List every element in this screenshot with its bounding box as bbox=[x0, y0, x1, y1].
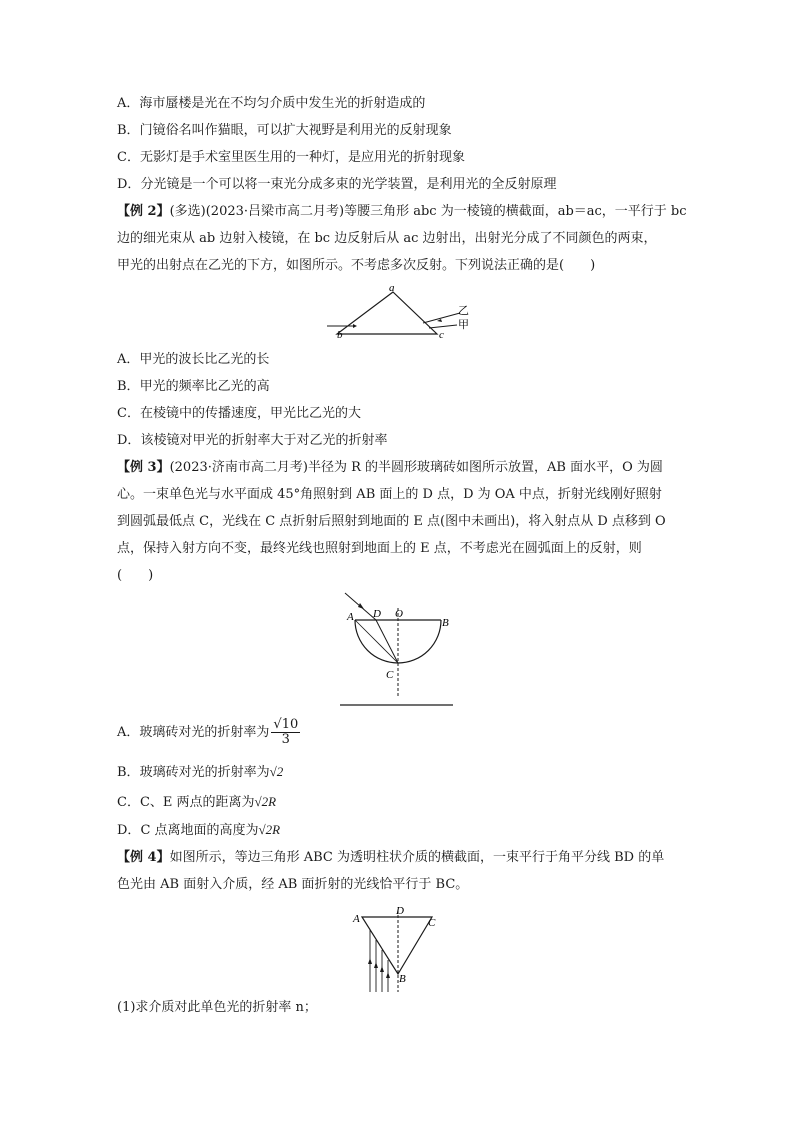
fraction-numerator: √10 bbox=[273, 717, 299, 732]
semicircle-arc bbox=[355, 620, 441, 663]
ex4-line-1 bbox=[117, 848, 664, 868]
arrow-icon bbox=[353, 324, 357, 328]
option-label: C． bbox=[117, 150, 140, 165]
ex2-tag: 【例 2】 bbox=[117, 204, 170, 219]
chord-ac bbox=[355, 620, 398, 663]
label-O: O bbox=[395, 608, 403, 620]
option-text: 在棱镜中的传播速度，甲光比乙光的大 bbox=[139, 406, 361, 421]
arrow-icon bbox=[358, 603, 364, 609]
label-b: b bbox=[337, 329, 343, 340]
ex2-option-a bbox=[117, 350, 269, 370]
ex2-option-d bbox=[117, 431, 387, 451]
ex4-text: 色光由 AB 面射入介质，经 AB 面折射的光线恰平行于 BC。 bbox=[117, 877, 469, 892]
option-label: B． bbox=[117, 379, 140, 394]
option-text: 无影灯是手术室里医生用的一种灯，是应用光的折射现象 bbox=[139, 150, 465, 165]
label-jia: 甲 bbox=[458, 318, 469, 331]
ex2-line-1 bbox=[117, 202, 687, 222]
ex3-text: 心。一束单色光与水平面成 45°角照射到 AB 面上的 D 点，D 为 OA 中点，折射光线刚好照射 bbox=[117, 487, 662, 502]
ex3-line-1 bbox=[117, 458, 663, 478]
label-A: A bbox=[347, 611, 354, 623]
label-c: c bbox=[439, 329, 444, 340]
ex2-line-2 bbox=[117, 229, 657, 249]
q1-option-d bbox=[117, 175, 556, 195]
ex4-line-2 bbox=[117, 875, 468, 895]
label-D: D bbox=[396, 905, 404, 917]
option-label: B． bbox=[117, 123, 140, 138]
ex2-option-b bbox=[117, 377, 270, 397]
option-label: B． bbox=[117, 765, 140, 780]
refracted-ray bbox=[376, 620, 398, 663]
triangle-figure bbox=[340, 902, 450, 994]
ex3-line-3 bbox=[117, 512, 666, 532]
option-text: C、E 两点的距离为 bbox=[139, 795, 255, 810]
math-expression: √2 bbox=[269, 764, 284, 779]
math-expression: √2R bbox=[258, 822, 281, 837]
ex4-text: 如图所示，等边三角形 ABC 为透明柱状介质的横截面，一束平行于角平分线 BD 的单 bbox=[169, 850, 665, 865]
option-label: A． bbox=[117, 725, 140, 740]
ex3-option-b bbox=[117, 762, 283, 783]
ex4-sub1 bbox=[117, 998, 317, 1018]
label-A: A bbox=[353, 913, 360, 925]
arrow-icon bbox=[386, 972, 390, 978]
ex3-text: 到圆弧最低点 C，光线在 C 点折射后照射到地面的 E 点(图中未画出)，将入射点从 D 点移到 O bbox=[117, 514, 666, 529]
option-label: A． bbox=[117, 96, 140, 111]
ex3-text: ( ) bbox=[117, 568, 154, 583]
option-label: C． bbox=[117, 406, 140, 421]
q1-option-b bbox=[117, 121, 452, 141]
ex2-text: (多选)(2023·吕梁市高二月考)等腰三角形 abc 为一棱镜的横截面，ab＝ac，一平行于 bc bbox=[169, 204, 687, 219]
ex4-subquestion: (1)求介质对此单色光的折射率 n； bbox=[117, 1000, 317, 1015]
option-text: 门镜俗名叫作猫眼，可以扩大视野是利用光的反射现象 bbox=[139, 123, 452, 138]
fraction-denominator: 3 bbox=[281, 732, 290, 747]
ex3-option-a bbox=[117, 718, 300, 747]
label-B: B bbox=[442, 617, 449, 629]
option-text: 甲光的波长比乙光的长 bbox=[139, 352, 270, 367]
semicircle-figure bbox=[335, 588, 465, 710]
option-label: A． bbox=[117, 352, 140, 367]
q1-option-a bbox=[117, 94, 425, 114]
option-label: D． bbox=[117, 823, 141, 838]
label-B: B bbox=[399, 973, 406, 985]
ex3-text: (2023·济南市高二月考)半径为 R 的半圆形玻璃砖如图所示放置，AB 面水平，O 为圆 bbox=[169, 460, 663, 475]
math-expression: √2R bbox=[254, 794, 277, 809]
ex3-text: 点，保持入射方向不变，最终光线也照射到地面上的 E 点，不考虑光在圆弧面上的反射，则 bbox=[117, 541, 642, 556]
option-label: D． bbox=[117, 177, 141, 192]
prism-figure bbox=[325, 282, 475, 340]
ex2-text: 甲光的出射点在乙光的下方，如图所示。不考虑多次反射。下列说法正确的是( ) bbox=[117, 258, 596, 273]
label-yi: 乙 bbox=[458, 304, 469, 317]
ex3-option-d bbox=[117, 820, 280, 841]
arrow-icon bbox=[374, 962, 378, 968]
option-label: D． bbox=[117, 433, 141, 448]
arrow-icon bbox=[368, 958, 372, 964]
ex2-option-c bbox=[117, 404, 361, 424]
option-label: C． bbox=[117, 795, 140, 810]
ex2-line-3 bbox=[117, 256, 595, 276]
option-text: 玻璃砖对光的折射率为 bbox=[139, 765, 270, 780]
prism-triangle bbox=[337, 292, 437, 334]
option-text: 甲光的频率比乙光的高 bbox=[139, 379, 270, 394]
arrow-icon bbox=[380, 966, 384, 972]
label-a: a bbox=[389, 282, 395, 294]
option-text: C 点离地面的高度为 bbox=[140, 823, 259, 838]
label-D: D bbox=[373, 608, 381, 620]
triangle-abc bbox=[362, 917, 432, 974]
ex3-option-c bbox=[117, 792, 276, 813]
ex3-line-5 bbox=[117, 566, 153, 586]
option-text: 该棱镜对甲光的折射率大于对乙光的折射率 bbox=[140, 433, 388, 448]
label-C: C bbox=[386, 669, 394, 681]
ex2-text: 边的细光束从 ab 边射入棱镜，在 bc 边反射后从 ac 边射出，出射光分成了不同颜色的两束， bbox=[117, 231, 657, 246]
ex3-tag: 【例 3】 bbox=[117, 460, 170, 475]
ex3-line-2 bbox=[117, 485, 662, 505]
option-text: 海市蜃楼是光在不均匀介质中发生光的折射造成的 bbox=[139, 96, 426, 111]
fraction bbox=[271, 718, 300, 747]
option-text: 分光镜是一个可以将一束光分成多束的光学装置，是利用光的全反射原理 bbox=[140, 177, 557, 192]
q1-option-c bbox=[117, 148, 465, 168]
label-C: C bbox=[428, 917, 436, 929]
ex4-tag: 【例 4】 bbox=[117, 850, 170, 865]
option-text: 玻璃砖对光的折射率为 bbox=[139, 725, 270, 740]
ray-jia bbox=[429, 325, 457, 328]
ex3-line-4 bbox=[117, 539, 642, 559]
